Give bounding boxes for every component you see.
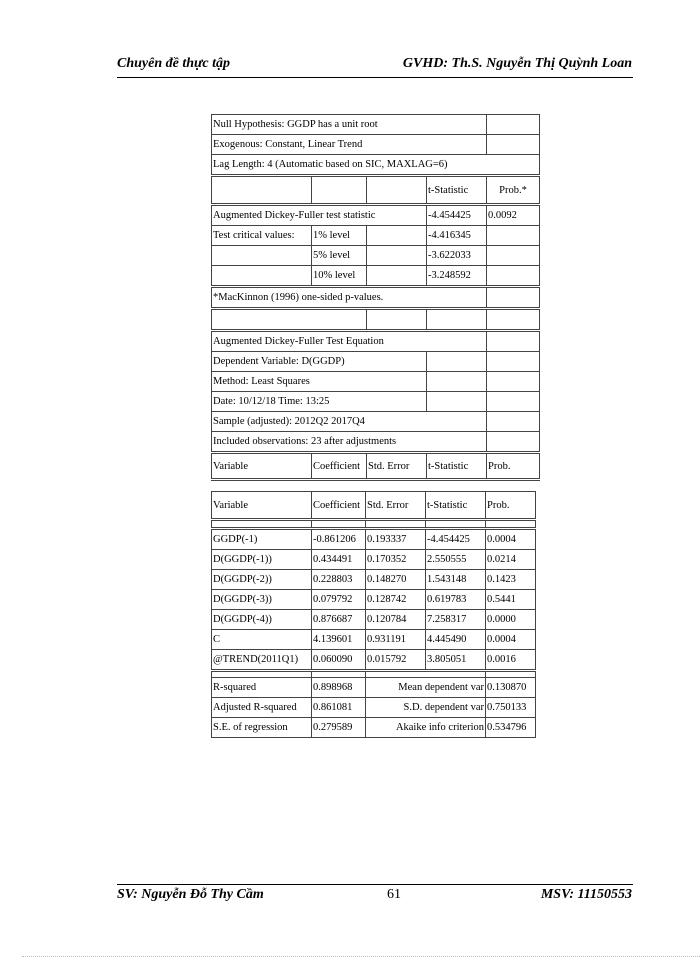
date: Date: 10/12/18 Time: 13:25 [212,392,427,412]
table-row [212,372,540,392]
dep-var: Dependent Variable: D(GGDP) [212,352,427,372]
table-row: R-squared 0.898968 Mean dependent var 0.130870 [212,678,536,698]
col-t-statistic: t-Statistic [427,176,487,205]
table-row: 5% level -3.622033 [212,246,540,266]
table-row: D(GGDP(-1)) 0.434491 0.170352 2.550555 0.0214 [212,550,536,570]
page-header [117,56,632,76]
mackinnon-note: *MacKinnon (1996) one-sided p-values. [212,287,487,309]
null-hypothesis: Null Hypothesis: GGDP has a unit root [212,115,487,135]
table-row [212,309,540,331]
lag-length: Lag Length: 4 (Automatic based on SIC, MAXLAG=6) [212,155,540,176]
table-row [212,352,540,372]
header-rule [117,77,633,78]
table-row: Variable Coefficient Std. Error t-Statistic Prob. [212,492,536,520]
adf-prob: 0.0092 [487,205,540,226]
table-row [212,176,540,205]
page-footer [117,887,632,907]
adf-label: Augmented Dickey-Fuller test statistic [212,205,427,226]
regression-table [211,491,536,738]
table-row [212,205,540,226]
table-row [212,412,540,432]
table-row: D(GGDP(-2)) 0.228803 0.148270 1.543148 0.1423 [212,570,536,590]
table-row: D(GGDP(-3)) 0.079792 0.128742 0.619783 0.5441 [212,590,536,610]
method: Method: Least Squares [212,372,427,392]
included: Included observations: 23 after adjustments [212,432,487,453]
footer-rule [117,884,633,885]
table-row: Variable Coefficient Std. Error t-Statistic Prob. [212,453,540,480]
footer-left: SV: Nguyễn Đỗ Thy Cầm [117,887,264,902]
page-number: 61 [387,887,401,902]
table-row [212,115,540,135]
sample: Sample (adjusted): 2012Q2 2017Q4 [212,412,487,432]
table-row: 10% level -3.248592 [212,266,540,287]
header-right: GVHD: Th.S. Nguyễn Thị Quỳnh Loan [402,56,632,71]
critical-label: Test critical values: [212,226,312,246]
adf-test-table [211,114,540,481]
table-row: GGDP(-1) -0.861206 0.193337 -4.454425 0.0004 [212,529,536,550]
table-row [212,287,540,309]
table-row: @TREND(2011Q1) 0.060090 0.015792 3.805051 0.0016 [212,650,536,671]
col-prob: Prob.* [487,176,540,205]
table-row: S.E. of regression 0.279589 Akaike info criterion 0.534796 [212,718,536,738]
table-row: C 4.139601 0.931191 4.445490 0.0004 [212,630,536,650]
footer-right: MSV: 11150553 [540,887,632,902]
table-row [212,135,540,155]
table-row [212,432,540,453]
table-row: D(GGDP(-4)) 0.876687 0.120784 7.258317 0.0000 [212,610,536,630]
exogenous: Exogenous: Constant, Linear Trend [212,135,487,155]
page-edge-dotted-line [22,956,700,957]
table-row [212,155,540,176]
table-row [212,392,540,412]
table-row: Adjusted R-squared 0.861081 S.D. dependent var 0.750133 [212,698,536,718]
table-row [212,331,540,352]
eq-title: Augmented Dickey-Fuller Test Equation [212,331,487,352]
adf-t: -4.454425 [427,205,487,226]
table-row: Test critical values: 1% level -4.416345 [212,226,540,246]
header-left: Chuyên đề thực tập [117,56,231,71]
